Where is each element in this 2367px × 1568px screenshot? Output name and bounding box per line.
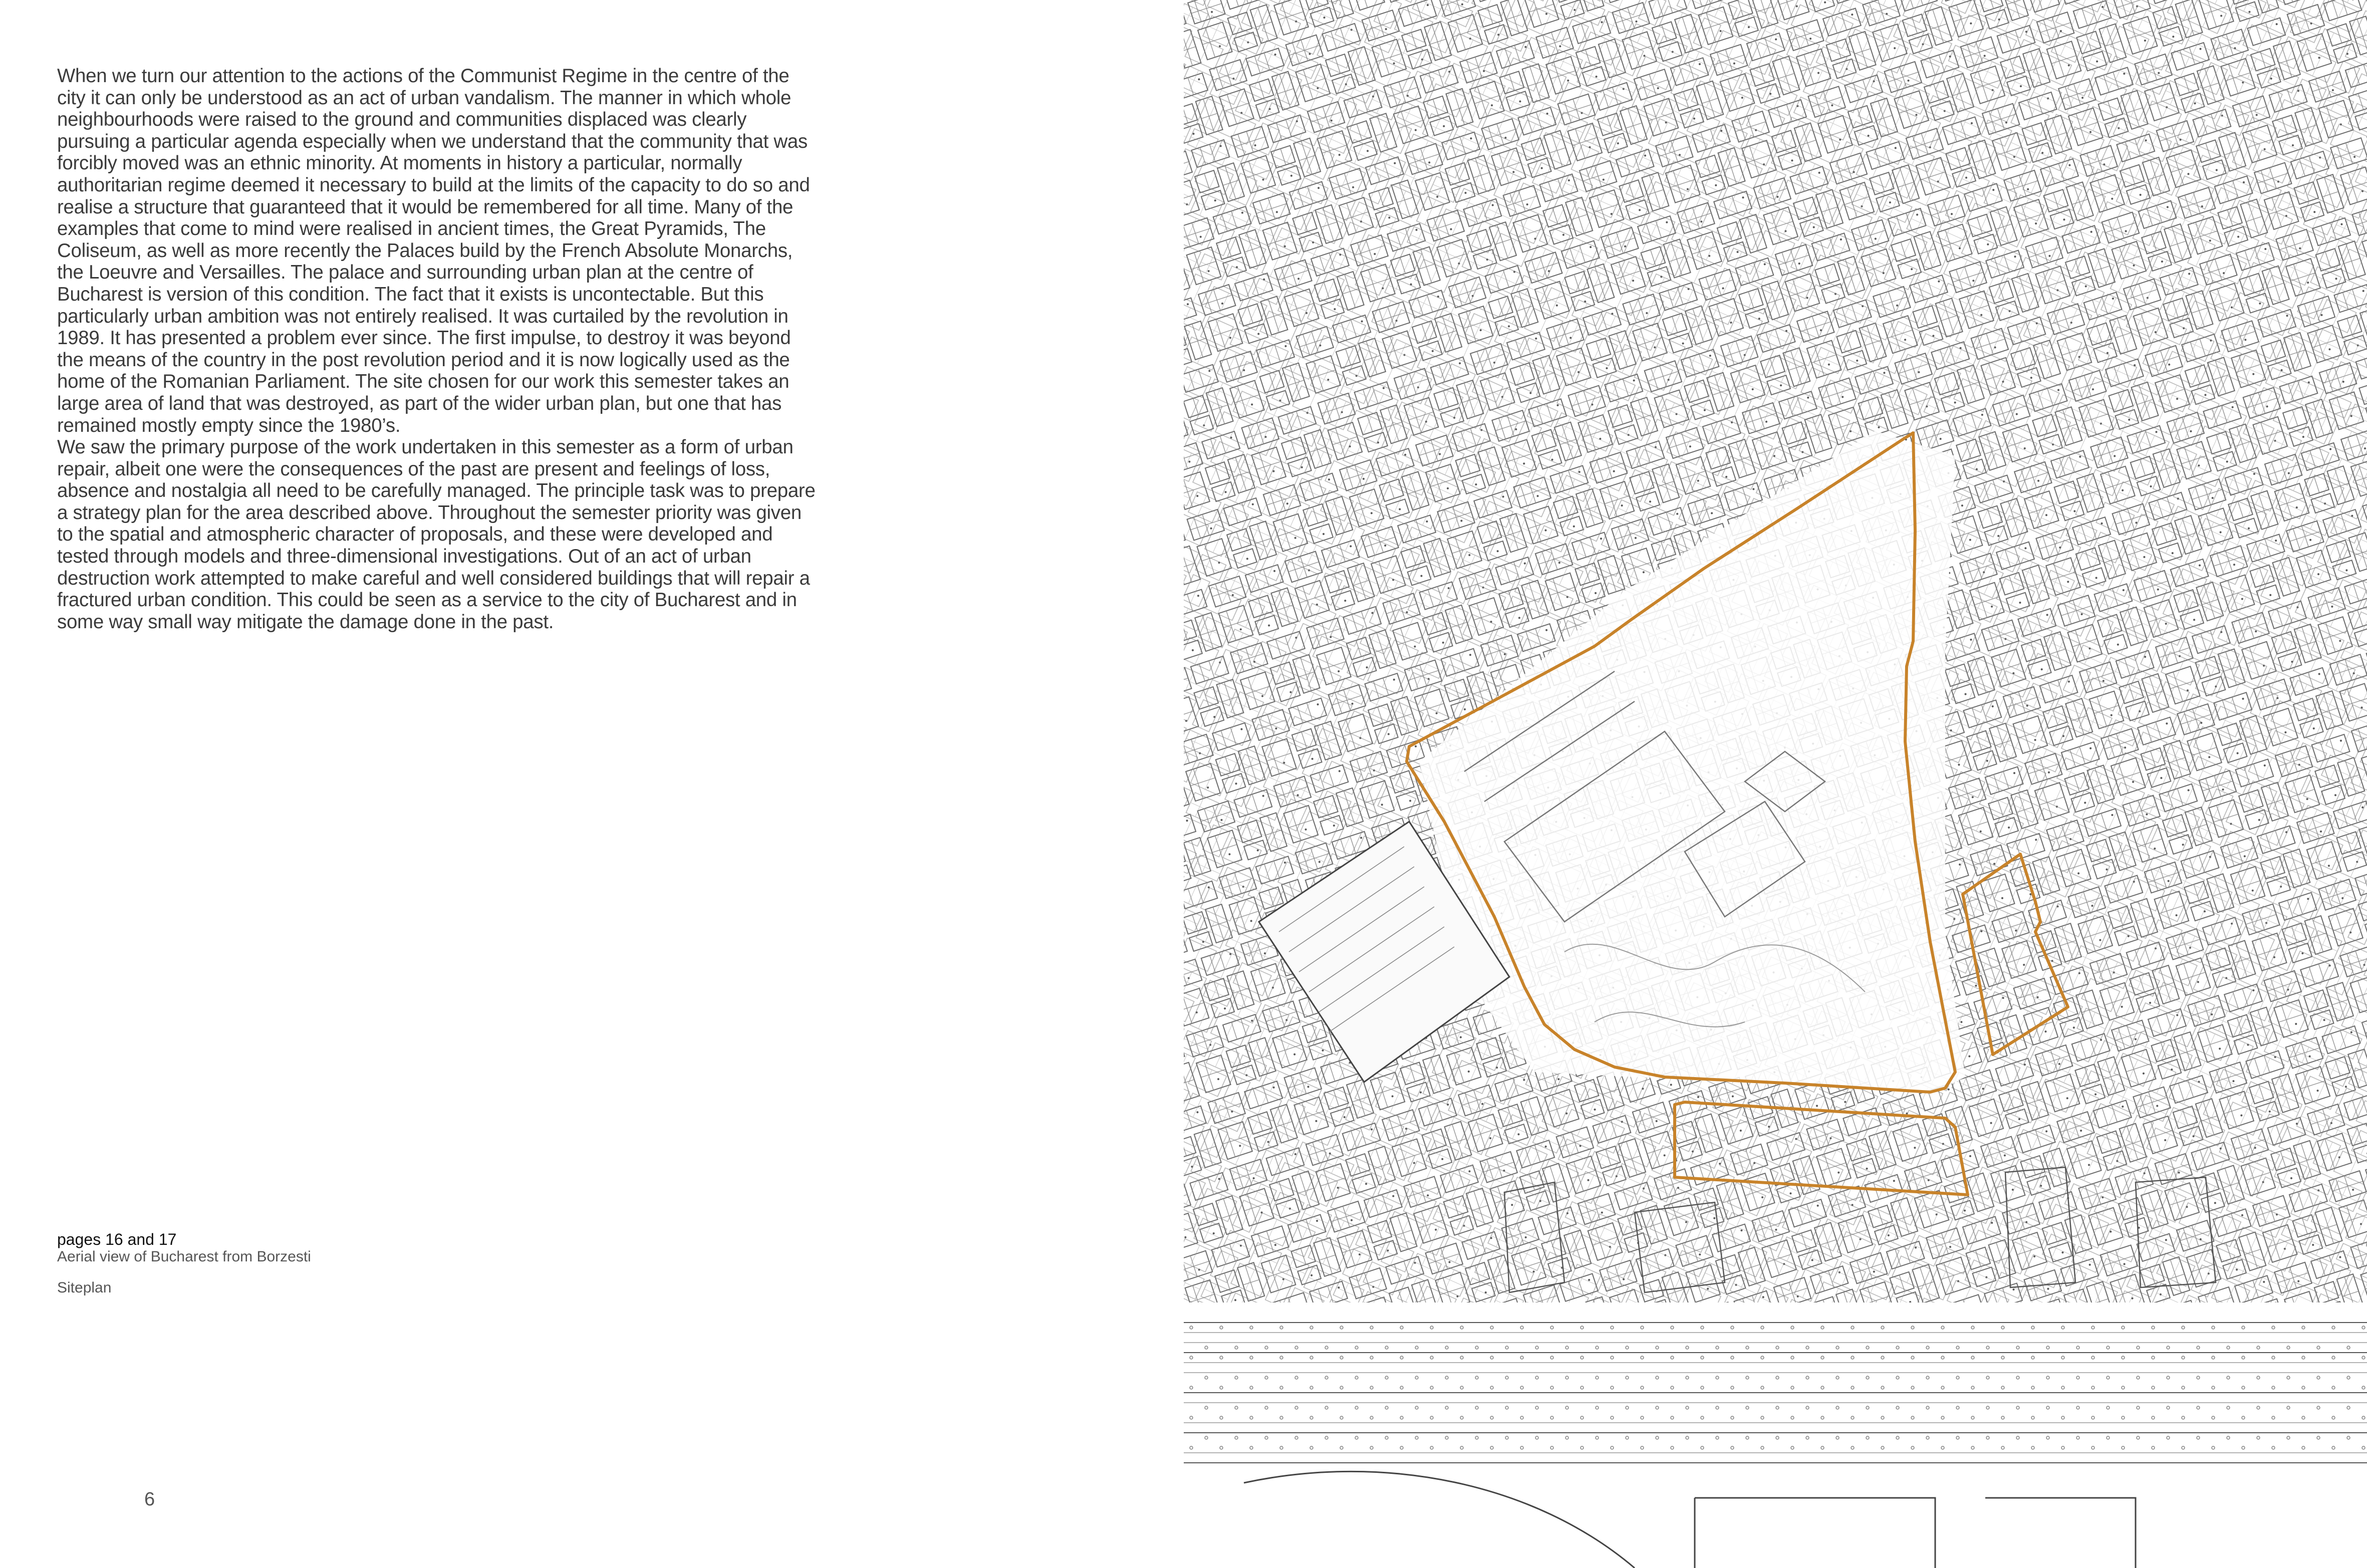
- page-number: 6: [144, 1489, 155, 1510]
- caption-aerial-view: Aerial view of Bucharest from Borzesti: [57, 1248, 311, 1265]
- captions: [57, 1230, 508, 1296]
- body-text: [57, 65, 819, 633]
- body-paragraph-1: When we turn our attention to the actions of the Communist Regime in the centre of the city it can only be understood as an act of urban vandalism. The manner in which whole neighbourhoods were raised to the ground and communities displaced was clearly pursuing a particular agenda especially when we understand that the community that was forcibly moved was an ethnic minority. At moments in history a particular, normally authoritarian regime deemed it necessary to build at the limits of the capacity to do so and realise a structure that guaranteed that it would be remembered for all time. Many of the examples that come to mind were realised in ancient times, the Great Pyramids, The Coliseum, as well as more recently the Palaces build by the French Absolute Monarchs, the Loeuvre and Versailles. The palace and surrounding urban plan at the centre of Bucharest is version of this condition. The fact that it exists is uncontectable. But this particularly urban ambition was not entirely realised. It was curtailed by the revolution in 1989. It has presented a problem ever since. The first impulse, to destroy it was beyond the means of the country in the post revolution period and it is now logically used as the home of the Romanian Parliament. The site chosen for our work this semester takes an large area of land that was destroyed, as part of the wider urban plan, but one that has remained mostly empty since the 1980’s.: [57, 65, 810, 436]
- siteplan-map: [1184, 0, 2367, 1568]
- caption-siteplan: Siteplan: [57, 1279, 112, 1296]
- body-paragraph-2: We saw the primary purpose of the work undertaken in this semester as a form of urban repair, albeit one were the consequences of the past are present and feelings of loss, absence and nostalgia all need to be carefully managed. The principle task was to prepare a strategy plan for the area described above. Throughout the semester priority was given to the spatial and atmospheric character of proposals, and these were developed and tested through models and three-dimensional investigations. Out of an act of urban destruction work attempted to make careful and well considered buildings that will repair a fractured urban condition. This could be seen as a service to the city of Bucharest and in some way small way mitigate the damage done in the past.: [57, 436, 816, 633]
- caption-heading: pages 16 and 17: [57, 1230, 177, 1248]
- right-page: [1184, 0, 2367, 1568]
